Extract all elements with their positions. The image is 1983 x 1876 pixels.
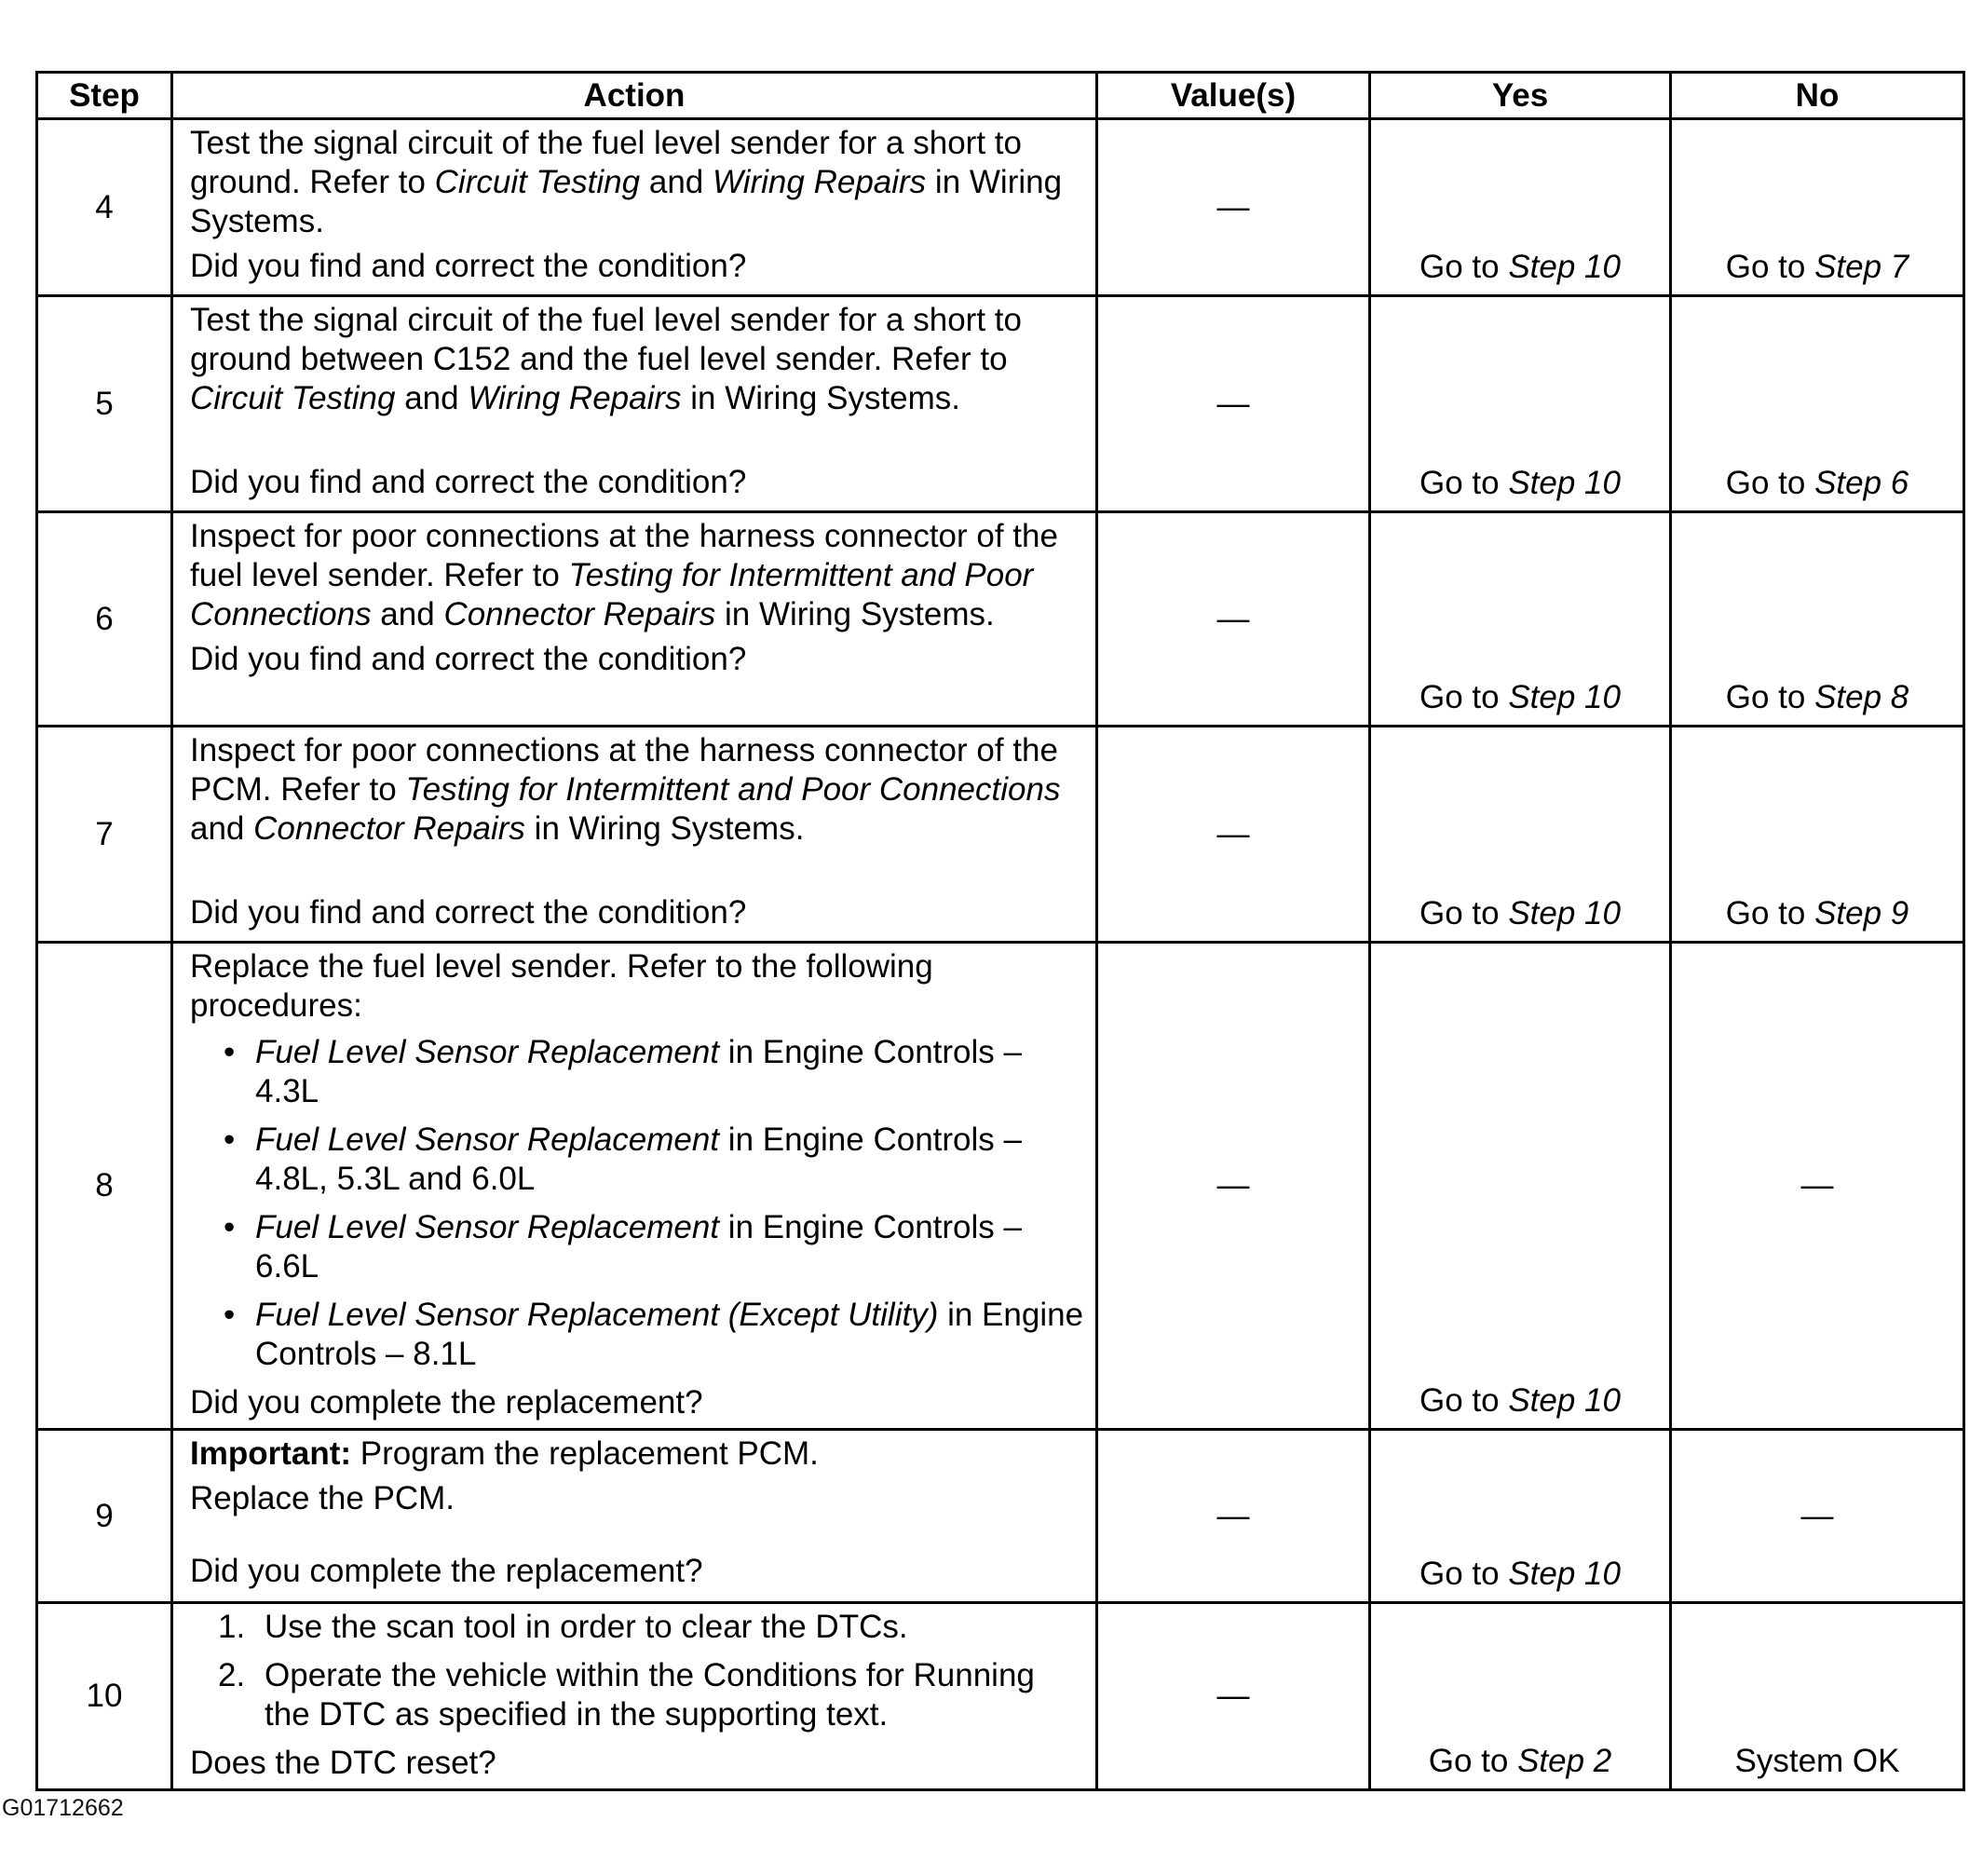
goto-text: Go to [1428, 1743, 1518, 1779]
yes-cell [1370, 943, 1671, 1430]
action-question: Did you complete the replacement? [190, 1384, 703, 1421]
action-text-part: in Wiring Systems. [190, 164, 1063, 239]
step-number: 9 [37, 1430, 172, 1603]
list-item [190, 1121, 1084, 1199]
goto-text: Go to [1419, 895, 1509, 931]
bullet-icon: • [224, 1122, 236, 1158]
action-text: Replace the fuel level sender. Refer to the following procedures: [190, 948, 933, 1024]
yes-cell [1370, 1603, 1671, 1790]
action-cell [172, 512, 1097, 727]
list-item [190, 1656, 1084, 1734]
goto-step-ref: Step 10 [1508, 679, 1621, 715]
diagnostic-table [35, 71, 1965, 1791]
value-cell: — [1097, 1430, 1370, 1603]
value-cell: — [1097, 1603, 1370, 1790]
header-no: No [1671, 73, 1964, 119]
action-question: Did you find and correct the condition? [190, 641, 747, 677]
procedure-reference: Fuel Level Sensor Replacement [255, 1034, 720, 1070]
action-text: Replace the PCM. [190, 1480, 455, 1516]
action-cell [172, 943, 1097, 1430]
goto-text: Go to [1419, 465, 1509, 501]
no-cell: System OK [1671, 1603, 1964, 1790]
action-cell [172, 296, 1097, 512]
yes-cell [1370, 727, 1671, 943]
list-item [190, 1608, 1084, 1647]
list-text: Use the scan tool in order to clear the DTCs. [265, 1609, 908, 1645]
action-reference: Circuit Testing [434, 164, 641, 200]
value-cell: — [1097, 296, 1370, 512]
goto-step-ref: Step 10 [1508, 1382, 1621, 1419]
value-cell: — [1097, 119, 1370, 296]
goto-step-ref: Step 9 [1814, 895, 1909, 931]
procedure-text: in Engine Controls – 8.1L [255, 1297, 1084, 1372]
goto-text: Go to [1419, 249, 1509, 285]
important-text: Program the replacement PCM. [351, 1435, 819, 1472]
bullet-icon: • [224, 1209, 236, 1245]
list-text: Operate the vehicle within the Conditions for Running the DTC as specified in the supporting text. [265, 1657, 1035, 1733]
procedure-text: in Engine Controls – 4.3L [255, 1034, 1022, 1109]
action-reference: Wiring Repairs [468, 380, 682, 416]
goto-text: Go to [1419, 1556, 1509, 1592]
procedure-list [190, 1033, 1084, 1374]
table-row-step-9 [37, 1430, 1964, 1603]
action-reference: Connector Repairs [443, 596, 716, 632]
action-cell [172, 1430, 1097, 1603]
table-header-row [37, 73, 1964, 119]
action-text-part: and [371, 596, 444, 632]
procedure-reference: Fuel Level Sensor Replacement (Except Utility) [255, 1297, 939, 1333]
yes-cell [1370, 119, 1671, 296]
action-reference: Testing for Intermittent and Poor Connections [405, 771, 1061, 808]
action-text [190, 124, 1084, 241]
important-label: Important: [190, 1435, 352, 1472]
goto-step-ref: Step 10 [1508, 249, 1621, 285]
value-cell: — [1097, 727, 1370, 943]
no-cell [1671, 119, 1964, 296]
no-cell [1671, 727, 1964, 943]
no-cell [1671, 512, 1964, 727]
goto-step-ref: Step 8 [1814, 679, 1909, 715]
goto-step-ref: Step 7 [1814, 249, 1909, 285]
list-item [190, 1208, 1084, 1286]
value-cell: — [1097, 512, 1370, 727]
header-values: Value(s) [1097, 73, 1370, 119]
important-note [190, 1434, 1084, 1474]
procedure-reference: Fuel Level Sensor Replacement [255, 1122, 720, 1158]
action-reference: Connector Repairs [253, 810, 525, 847]
step-number: 6 [37, 512, 172, 727]
action-question: Did you find and correct the condition? [190, 464, 747, 500]
list-item [190, 1296, 1084, 1374]
action-text-part: and [640, 164, 713, 200]
table-row-step-8 [37, 943, 1964, 1430]
table-row-step-4 [37, 119, 1964, 296]
step-number: 4 [37, 119, 172, 296]
action-reference: Testing for Intermittent and Poor Connections [190, 557, 1034, 632]
step-number: 8 [37, 943, 172, 1430]
procedure-reference: Fuel Level Sensor Replacement [255, 1209, 720, 1245]
bullet-icon: • [224, 1034, 236, 1070]
no-cell: — [1671, 1430, 1964, 1603]
action-text-part: in Wiring Systems. [715, 596, 995, 632]
no-cell: — [1671, 943, 1964, 1430]
goto-step-ref: Step 6 [1814, 465, 1909, 501]
action-question: Did you find and correct the condition? [190, 248, 747, 284]
action-text-part: Test the signal circuit of the fuel level sender for a short to ground between C152 and the fuel level sender. Refer to [190, 302, 1022, 377]
table-row-step-5 [37, 296, 1964, 512]
action-text [190, 517, 1084, 634]
list-number: 1. [218, 1609, 246, 1645]
goto-step-ref: Step 2 [1517, 1743, 1612, 1779]
step-number: 7 [37, 727, 172, 943]
action-text-part: and [395, 380, 469, 416]
yes-cell [1370, 296, 1671, 512]
action-text-part: Inspect for poor connections at the harness connector of the fuel level sender. Refer to [190, 518, 1058, 593]
action-cell [172, 1603, 1097, 1790]
goto-text: Go to [1419, 679, 1509, 715]
numbered-list [190, 1608, 1084, 1734]
value-cell: — [1097, 943, 1370, 1430]
header-action: Action [172, 73, 1097, 119]
goto-text: Go to [1419, 1382, 1509, 1419]
yes-cell [1370, 1430, 1671, 1603]
table-row-step-6 [37, 512, 1964, 727]
list-number: 2. [218, 1657, 246, 1693]
goto-step-ref: Step 10 [1508, 1556, 1621, 1592]
goto-step-ref: Step 10 [1508, 895, 1621, 931]
action-text-part: Inspect for poor connections at the harness connector of the PCM. Refer to [190, 732, 1058, 808]
procedure-text: in Engine Controls – 6.6L [255, 1209, 1022, 1285]
goto-step-ref: Step 10 [1508, 465, 1621, 501]
action-cell [172, 119, 1097, 296]
table-row-step-10 [37, 1603, 1964, 1790]
table-row-step-7 [37, 727, 1964, 943]
list-item [190, 1033, 1084, 1111]
action-text-part: Test the signal circuit of the fuel level sender for a short to ground. Refer to [190, 125, 1022, 200]
action-text-part: in Wiring Systems. [681, 380, 961, 416]
action-text [190, 301, 1084, 418]
action-question: Did you find and correct the condition? [190, 894, 747, 931]
goto-text: Go to [1725, 679, 1815, 715]
step-number: 5 [37, 296, 172, 512]
goto-text: Go to [1725, 249, 1815, 285]
action-cell [172, 727, 1097, 943]
action-text [190, 731, 1084, 849]
goto-text: Go to [1725, 895, 1815, 931]
procedure-text: in Engine Controls – 4.8L, 5.3L and 6.0L [255, 1122, 1022, 1197]
action-question: Did you complete the replacement? [190, 1553, 703, 1589]
action-text-part: and [190, 810, 254, 847]
header-yes: Yes [1370, 73, 1671, 119]
no-cell [1671, 296, 1964, 512]
yes-cell [1370, 512, 1671, 727]
step-number: 10 [37, 1603, 172, 1790]
action-reference: Circuit Testing [190, 380, 396, 416]
action-question: Does the DTC reset? [190, 1745, 496, 1781]
figure-code: G01712662 [2, 1795, 124, 1821]
action-reference: Wiring Repairs [712, 164, 927, 200]
header-step: Step [37, 73, 172, 119]
goto-text: Go to [1725, 465, 1815, 501]
bullet-icon: • [224, 1297, 236, 1333]
action-text-part: in Wiring Systems. [524, 810, 805, 847]
